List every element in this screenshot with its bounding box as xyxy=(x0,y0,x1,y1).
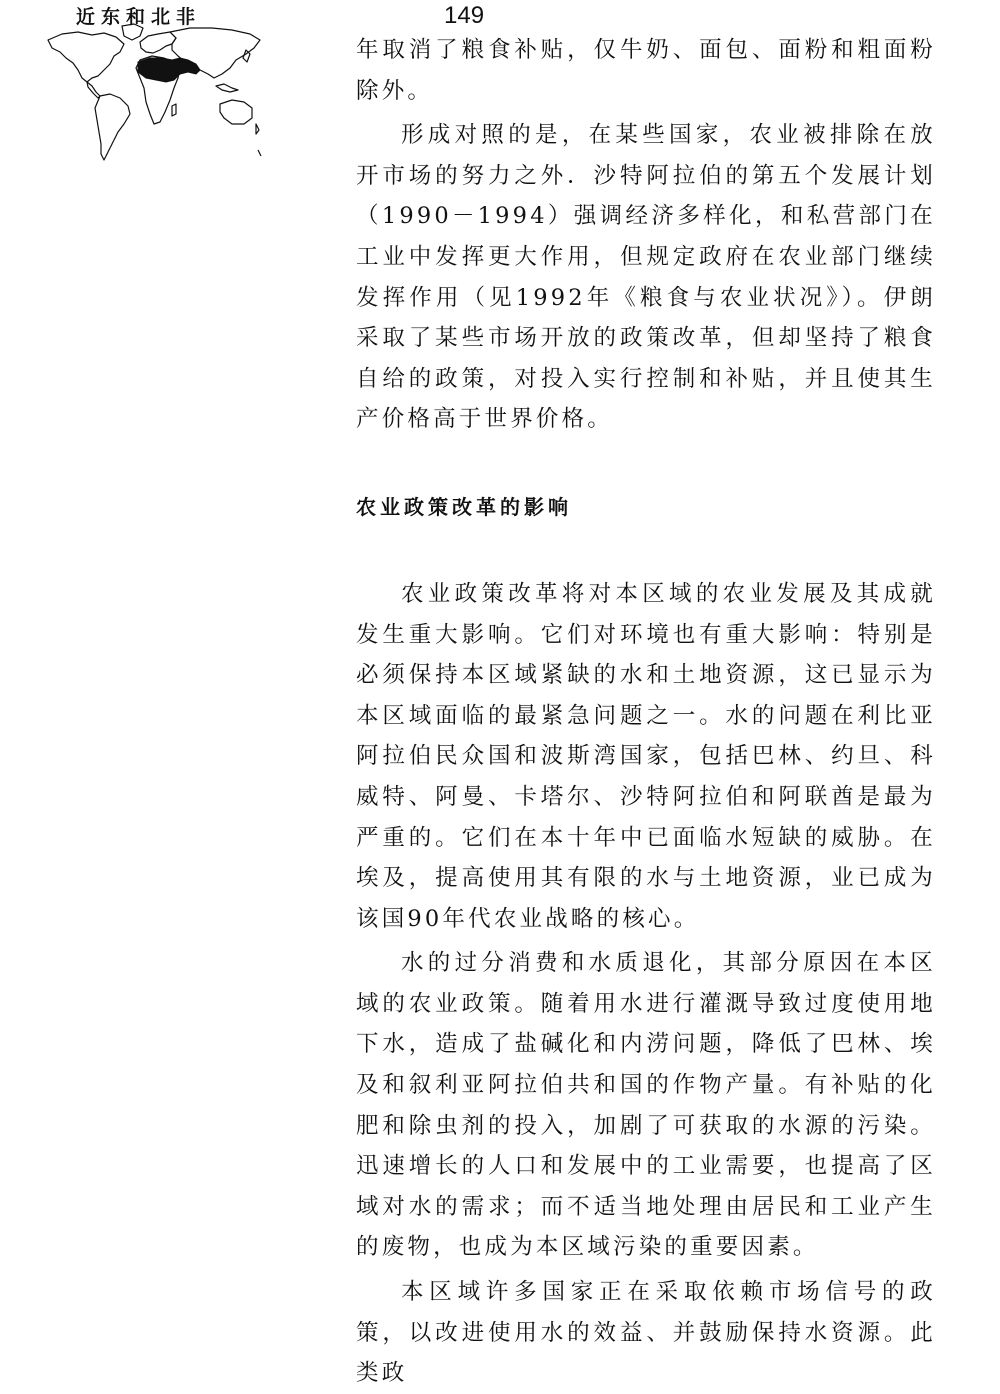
page-number: 149 xyxy=(444,2,485,29)
central-america-outline xyxy=(87,82,100,98)
highlighted-region-near-east-north-africa xyxy=(138,58,200,82)
australia-outline xyxy=(220,100,252,124)
world-map-icon xyxy=(40,20,265,170)
madagascar-outline xyxy=(172,104,176,116)
new-zealand-outline xyxy=(256,124,259,134)
section-heading: 农业政策改革的影响 xyxy=(356,494,572,519)
greenland-outline xyxy=(122,24,143,40)
region-label: 近东和北非 xyxy=(76,6,202,28)
paragraph-contrast: 形成对照的是，在某些国家，农业被排除在放开市场的努力之外．沙特阿拉伯的第五个发展计划（1990－1994）强调经济多样化，和私营部门在工业中发挥更大作用，但规定政府在农业部门继续发挥作用（见1992年《粮食与农业状况》）。伊朗采取了某些市场开放的政策改革，但却坚持了粮食自给的政策，对投入实行控制和补贴，并且使其生产价格高于世界价格。 xyxy=(356,122,936,433)
main-text-column xyxy=(356,30,936,1394)
south-america-outline xyxy=(95,94,130,160)
paragraph-impact: 农业政策改革将对本区域的农业发展及其成就发生重大影响。它们对环境也有重大影响：特别是必须保持本区域紧缺的水和土地资源，这已显示为本区域面临的最紧急问题之一。水的问题在利比亚阿拉伯民众国和波斯湾国家，包括巴林、约旦、科威特、阿曼、卡塔尔、沙特阿拉伯和阿联酋是最为严重的。它们在本十年中已面临水短缺的威胁。在埃及，提高使用其有限的水与土地资源，业已成为该国90年代农业战略的核心。 xyxy=(356,580,936,932)
europe-outline xyxy=(140,32,176,53)
paragraph-continued: 年取消了粮食补贴，仅牛奶、面包、面粉和粗面粉除外。 xyxy=(356,37,936,104)
map-edge-mark xyxy=(258,150,261,156)
paragraph-water-use: 水的过分消费和水质退化，其部分原因在本区域的农业政策。随着用水进行灌溉导致过度使用地下水，造成了盐碱化和内涝问题，降低了巴林、埃及和叙利亚阿拉伯共和国的作物产量。有补贴的化肥和除虫剂的投入，加剧了可获取的水源的污染。迅速增长的人口和发展中的工业需要，也提高了区域对水的需求；而不适当地处理由居民和工业产生的废物，也成为本区域污染的重要因素。 xyxy=(356,950,936,1261)
paragraph-market-policy: 本区域许多国家正在采取依赖市场信号的政策，以改进使用水的效益、并鼓励保持水资源。此类政 xyxy=(356,1279,936,1387)
north-america-outline xyxy=(48,32,124,82)
indonesia-outline xyxy=(216,84,238,92)
